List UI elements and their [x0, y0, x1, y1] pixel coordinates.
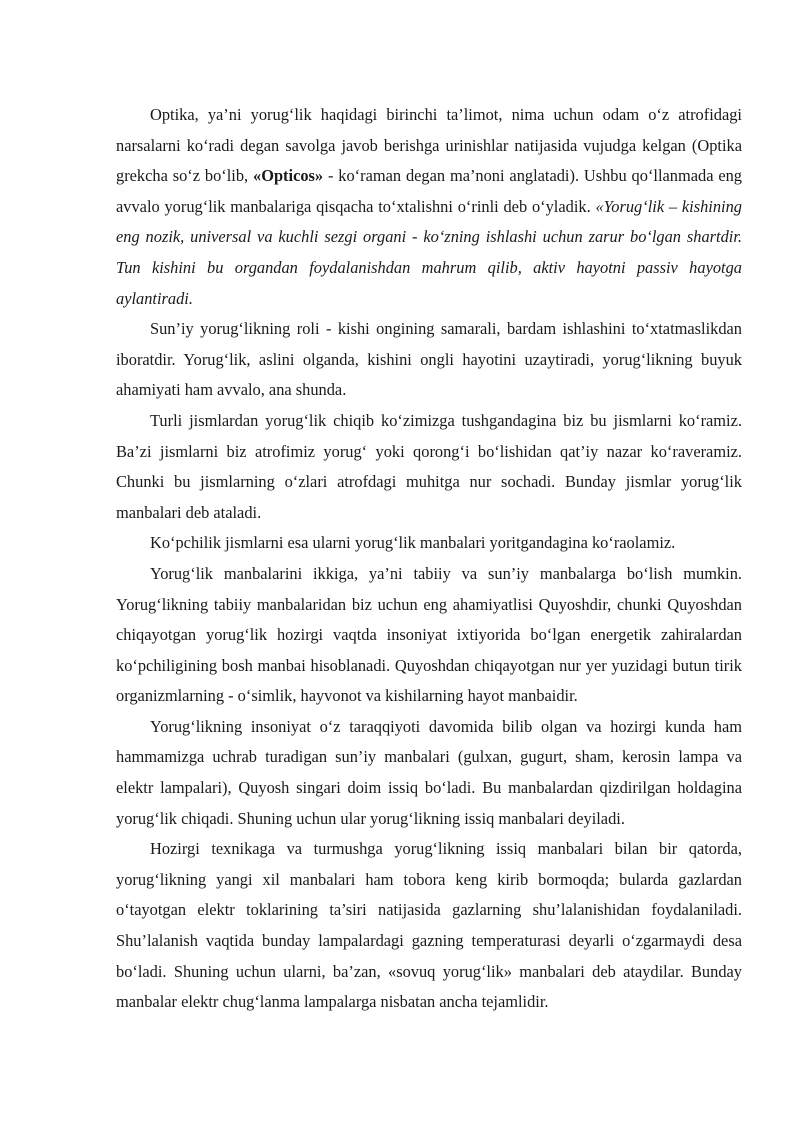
paragraph-natural-sources: Yorug‘lik manbalarini ikkiga, ya’ni tabiiy va sun’iy manbalarga bo‘lish mumkin. Yorug‘likning tabiiy manbalaridan biz uchun eng ahamiyatlisi Quyoshdir, chunki Quyoshdan chiqayotgan yorug‘lik hozirgi vaqtda insoniyat ixtiyorida bo‘lgan energetik zahiralardan ko‘pchiligining bosh manbai hisoblanadi. Quyoshdan chiqayotgan nur yer yuzidagi butun tirik organizmlarning - o‘simlik, hayvonot va kishilarning hayot manbaidir. — [116, 563, 742, 706]
paragraph-artificial-light-role: Sun’iy yorug‘likning roli - kishi ongining samarali, bardam ishlashini to‘xtatmaslikdan iboratdir. Yorug‘lik, aslini olganda, kishini ongli hayotini uzaytiradi, yorug‘likning buyuk ahamiyati ham avvalo, ana shunda. — [116, 319, 742, 400]
paragraph-text: - ko‘raman degan ma’noni anglatadi). Ushbu qo‘llanmada eng avvalo yorug‘lik manbalariga qisqacha to‘xtalishni o‘rinli deb o‘yladik. — [116, 166, 742, 216]
paragraph-hot-sources: Yorug‘likning insoniyat o‘z taraqqiyoti davomida bilib olgan va hozirgi kunda ham hammamizga uchrab turadigan sun’iy manbalari (gulxan, gugurt, sham, kerosin lampa va elektr lampalari), Quyosh singari doim issiq bo‘ladi. Bu manbalardan qizdirilgan holdagina yorug‘lik chiqadi. Shuning uchun ular yorug‘likning issiq manbalari deyiladi. — [116, 716, 742, 828]
paragraph-optika-intro — [116, 100, 742, 314]
paragraph-text: Optika, ya’ni yorug‘lik haqidagi birinchi ta’limot, nima uchun odam o‘z atrofidagi narsalarni ko‘radi degan savolga javob berishga urinishlar natijasida vujudga kelgan (Optika grekcha so‘z bo‘lib, — [116, 105, 742, 186]
term-opticos: «Opticos» — [253, 166, 324, 186]
paragraph-light-sources-definition: Turli jismlardan yorug‘lik chiqib ko‘zimizga tushgandagina biz bu jismlarni ko‘ramiz. Ba’zi jismlarni biz atrofimiz yorug‘ yoki qorong‘i bo‘lishidan qat’iy nazar ko‘raveramiz. Chunki bu jismlarning o‘zlari atrofdagi muhitga nur sochadi. Bunday jismlar yorug‘lik manbalari deb ataladi. — [116, 410, 742, 522]
paragraph-illuminated-bodies: Ko‘pchilik jismlarni esa ularni yorug‘lik manbalari yoritgandagina ko‘raolamiz. — [150, 533, 676, 553]
paragraph-cold-light: Hozirgi texnikaga va turmushga yorug‘likning issiq manbalari bilan bir qatorda, yorug‘likning yangi xil manbalari ham tobora keng kirib bormoqda; bularda gazlardan o‘tayotgan elektr toklarining ta’siri natijasida gazlarning shu’lalanishidan foydalaniladi. Shu’lalanish vaqtida bunday lampalardagi gazning temperaturasi deyarli o‘zgarmaydi desa bo‘ladi. Shuning uchun ularni, ba’zan, «sovuq yorug‘lik» manbalari deb ataydilar. Bunday manbalar elektr chug‘lanma lampalarga nisbatan ancha tejamlidir. — [116, 839, 742, 1012]
quote-text: «Yorug‘lik – kishining eng nozik, universal va kuchli sezgi organi - ko‘zning ishlashi uchun zarur bo‘lgan shartdir. Tun kishini bu organdan foydalanishdan mahrum qilib, aktiv hayotni passiv hayotga aylantiradi. — [116, 196, 742, 308]
document-page — [116, 100, 742, 1018]
